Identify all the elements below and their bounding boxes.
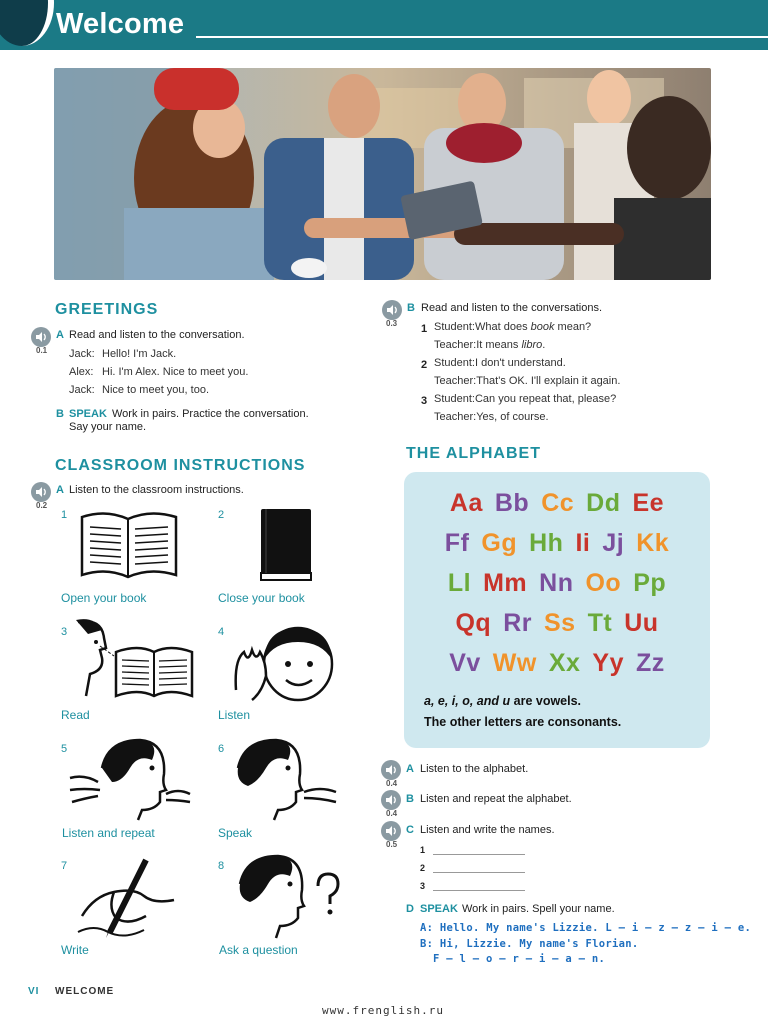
- handwritten-line: [420, 922, 751, 934]
- dialogue-line: Hi. I'm Alex. Nice to meet you.: [102, 366, 249, 378]
- item-number: 6: [218, 743, 225, 755]
- speaker-label: Student:: [434, 393, 475, 405]
- item-number: 3: [61, 626, 68, 638]
- audio-icon[interactable]: [31, 327, 51, 347]
- letter-pair: Ii: [575, 529, 591, 557]
- alphabet-box: [404, 472, 710, 748]
- letter-pair: Mm: [483, 569, 528, 597]
- speaker-label: Teacher:: [434, 375, 477, 387]
- letter-pair: Tt: [587, 609, 613, 637]
- speaker-label: Teacher:: [434, 339, 477, 351]
- emphasis-text: libro: [521, 339, 543, 351]
- answer-line[interactable]: [433, 872, 525, 873]
- speaker-label: Jack:: [69, 348, 95, 360]
- speaker-label: A:: [420, 922, 434, 934]
- closed-book-icon: [258, 507, 314, 588]
- dialogue-line: Nice to meet you, too.: [102, 384, 209, 396]
- letter-pair: Ee: [632, 489, 665, 517]
- item-number: 7: [61, 860, 68, 872]
- dialogue-line: Hello! I'm Jack.: [102, 348, 177, 360]
- letter-pair: Ll: [447, 569, 472, 597]
- teacher-line: [434, 375, 620, 387]
- speaker-label: Alex:: [69, 366, 94, 378]
- letter-pair: Gg: [481, 529, 518, 557]
- vowels-text: are vowels.: [513, 694, 582, 708]
- letter-pair: Zz: [636, 649, 665, 677]
- watermark-url: www.frenglish.ru: [322, 1004, 444, 1017]
- alphabet-row: [404, 489, 710, 518]
- line-number: 3: [420, 881, 426, 891]
- letter-pair: Uu: [624, 609, 659, 637]
- conversation-number: 3: [421, 395, 428, 407]
- exercise-letter: B: [56, 408, 64, 420]
- exercise-letter: B: [407, 302, 415, 314]
- letter-pair: Oo: [585, 569, 622, 597]
- letter-pair: Aa: [449, 489, 483, 517]
- alphabet-row: [404, 649, 710, 678]
- page-title: Welcome: [56, 8, 185, 40]
- header-bar: [0, 0, 768, 50]
- dialogue-text: Yes, of course.: [476, 411, 549, 423]
- exercise-letter: A: [56, 329, 64, 341]
- emphasis-text: book: [530, 321, 555, 333]
- conversation-number: 1: [421, 323, 428, 335]
- audio-icon[interactable]: [381, 790, 401, 810]
- letter-pair: Yy: [592, 649, 625, 677]
- exercise-letter: A: [406, 763, 414, 775]
- listen-icon: [232, 620, 340, 709]
- letter-pair: Ff: [444, 529, 470, 557]
- exercise-instruction: Work in pairs. Practice the conversation.: [112, 408, 309, 420]
- track-number: 0.5: [386, 840, 398, 849]
- letter-pair: Jj: [602, 529, 625, 557]
- dialogue-text: .: [542, 339, 546, 351]
- read-icon: [72, 618, 194, 705]
- letter-pair: Pp: [633, 569, 667, 597]
- track-number: 0.1: [36, 346, 48, 355]
- dialogue-text: mean?: [554, 321, 592, 333]
- open-book-icon: [78, 509, 180, 586]
- teacher-line: [434, 339, 545, 351]
- photo-people-shaking-hands: [54, 68, 711, 280]
- exercise-letter: B: [406, 793, 414, 805]
- corner-decoration: [0, 0, 54, 46]
- greetings-heading: GREETINGS: [55, 301, 159, 318]
- track-number: 0.2: [36, 501, 48, 510]
- exercise-instruction: Listen and repeat the alphabet.: [420, 793, 572, 805]
- alphabet-row: [404, 569, 710, 598]
- alphabet-row: [404, 609, 710, 638]
- teacher-line: [434, 411, 549, 423]
- dialogue-text: Can you repeat that, please?: [474, 393, 617, 405]
- item-number: 4: [218, 626, 225, 638]
- handwritten-line: [420, 938, 639, 950]
- consonants-note: The other letters are consonants.: [424, 715, 622, 729]
- dialogue-text: What does: [474, 321, 531, 333]
- speaker-label: Teacher:: [434, 411, 477, 423]
- item-caption: Speak: [218, 826, 253, 840]
- speak-icon: [232, 738, 340, 827]
- letter-pair: Hh: [529, 529, 564, 557]
- speaker-label: Student:: [434, 321, 475, 333]
- item-caption: Write: [61, 943, 89, 957]
- alphabet-row: [404, 529, 710, 558]
- item-number: 2: [218, 509, 225, 521]
- handwritten-line: F – l – o – r – i – a – n.: [433, 953, 606, 965]
- vowels-note: [424, 694, 581, 708]
- exercise-letter: C: [406, 824, 414, 836]
- exercise-letter: A: [56, 484, 64, 496]
- header-rule: [196, 36, 768, 38]
- letter-pair: Nn: [539, 569, 574, 597]
- answer-line[interactable]: [433, 890, 525, 891]
- exercise-instruction: Listen to the classroom instructions.: [69, 484, 244, 496]
- line-number: 1: [420, 845, 426, 855]
- track-number: 0.4: [386, 779, 398, 788]
- letter-pair: Dd: [586, 489, 621, 517]
- item-caption: Read: [61, 708, 90, 722]
- item-caption: Ask a question: [219, 943, 298, 957]
- audio-icon[interactable]: [31, 482, 51, 502]
- page-number: VI: [28, 986, 40, 997]
- exercise-instruction: Work in pairs. Spell your name.: [462, 903, 615, 915]
- track-number: 0.4: [386, 809, 398, 818]
- footer-section: WELCOME: [55, 986, 115, 997]
- speak-tag: SPEAK: [420, 903, 458, 915]
- speaker-label: Student:: [434, 357, 475, 369]
- dialogue-text: It means: [476, 339, 522, 351]
- handwritten-text: Hello. My name's Lizzie. L – i – z – z – i – e.: [439, 922, 752, 934]
- item-caption: Listen: [218, 708, 251, 722]
- letter-pair: Bb: [494, 489, 530, 517]
- speaker-label: B:: [420, 938, 434, 950]
- letter-pair: Ww: [492, 649, 537, 677]
- track-number: 0.3: [386, 319, 398, 328]
- letter-pair: Xx: [548, 649, 581, 677]
- item-number: 1: [61, 509, 68, 521]
- line-number: 2: [420, 863, 426, 873]
- student-line: [434, 321, 591, 333]
- answer-line[interactable]: [433, 854, 525, 855]
- letter-pair: Rr: [503, 609, 532, 637]
- handwritten-text: Hi, Lizzie. My name's Florian.: [439, 938, 639, 950]
- listen-and-repeat-icon: [68, 738, 192, 827]
- dialogue-text: I don't understand.: [474, 357, 566, 369]
- letter-pair: Ss: [543, 609, 576, 637]
- audio-icon[interactable]: [381, 760, 401, 780]
- item-caption: Open your book: [61, 591, 147, 605]
- letter-pair: Qq: [455, 609, 492, 637]
- item-number: 8: [218, 860, 225, 872]
- speaker-label: Jack:: [69, 384, 95, 396]
- exercise-letter: D: [406, 903, 414, 915]
- exercise-instruction-line2: Say your name.: [69, 421, 147, 433]
- vowels-list: a, e, i, o, and u: [424, 694, 511, 708]
- write-icon: [74, 856, 186, 945]
- exercise-instruction: Listen to the alphabet.: [420, 763, 529, 775]
- classroom-heading: CLASSROOM INSTRUCTIONS: [55, 457, 306, 474]
- audio-icon[interactable]: [382, 300, 402, 320]
- audio-icon[interactable]: [381, 821, 401, 841]
- exercise-instruction: Read and listen to the conversation.: [69, 329, 245, 341]
- letter-pair: Vv: [449, 649, 481, 677]
- conversation-number: 2: [421, 359, 428, 371]
- speak-tag: SPEAK: [69, 408, 107, 420]
- item-caption: Listen and repeat: [62, 826, 155, 840]
- letter-pair: Kk: [636, 529, 670, 557]
- ask-a-question-icon: [234, 854, 342, 945]
- student-line: [434, 357, 566, 369]
- student-line: [434, 393, 616, 405]
- item-caption: Close your book: [218, 591, 305, 605]
- letter-pair: Cc: [541, 489, 575, 517]
- dialogue-text: That's OK. I'll explain it again.: [476, 375, 621, 387]
- exercise-instruction: Listen and write the names.: [420, 824, 555, 836]
- item-number: 5: [61, 743, 68, 755]
- exercise-instruction: Read and listen to the conversations.: [421, 302, 603, 314]
- alphabet-heading: THE ALPHABET: [406, 445, 541, 462]
